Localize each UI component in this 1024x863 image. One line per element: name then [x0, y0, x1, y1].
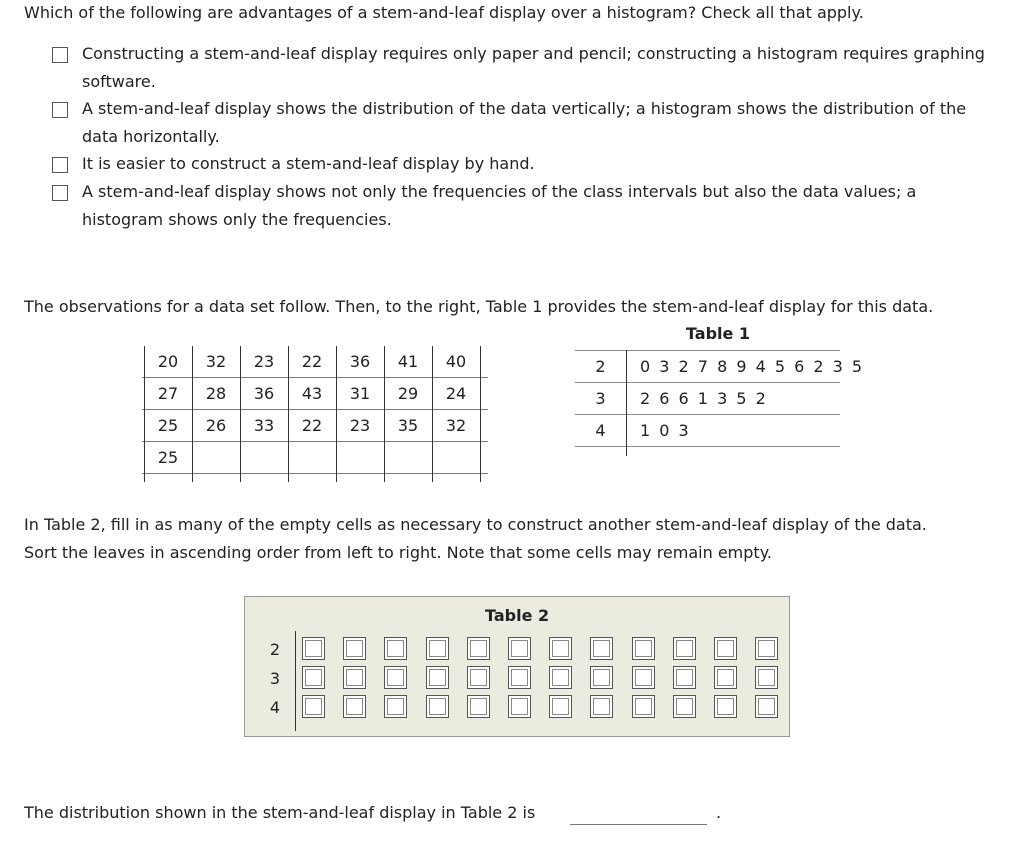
table-2 — [244, 596, 790, 737]
obs-cell: 23 — [253, 352, 275, 371]
leaf-input-box[interactable] — [549, 695, 572, 718]
final-question: The distribution shown in the stem-and-leaf display in Table 2 is — [24, 803, 536, 822]
table-1-leaves: 1 0 3 — [640, 421, 691, 440]
option-4-label: A stem-and-leaf display shows not only the frequencies of the class intervals but also the data values; a histogram shows only the frequencies. — [82, 182, 917, 229]
table-2-stem: 2 — [269, 640, 281, 659]
obs-cell: 28 — [205, 384, 227, 403]
leaf-input-box[interactable] — [426, 637, 449, 660]
leaf-input-box[interactable] — [426, 666, 449, 689]
leaf-input-box[interactable] — [632, 637, 655, 660]
leaf-input-box[interactable] — [426, 695, 449, 718]
question-text: Which of the following are advantages of a stem-and-leaf display over a histogram? Check all that apply. — [24, 3, 864, 22]
obs-cell: 33 — [253, 416, 275, 435]
leaf-input-box[interactable] — [714, 695, 737, 718]
leaf-input-box[interactable] — [384, 666, 407, 689]
obs-cell: 31 — [349, 384, 371, 403]
leaf-input-box[interactable] — [467, 695, 490, 718]
leaf-input-box[interactable] — [673, 695, 696, 718]
option-1[interactable] — [52, 40, 1002, 96]
table-2-stem: 4 — [269, 698, 281, 717]
leaf-input-box[interactable] — [714, 666, 737, 689]
table-1 — [575, 320, 865, 456]
table-1-stem: 2 — [595, 357, 606, 376]
leaf-input-box[interactable] — [590, 695, 613, 718]
option-3-label: It is easier to construct a stem-and-leaf display by hand. — [82, 154, 535, 173]
leaf-input-box[interactable] — [302, 695, 325, 718]
option-4[interactable] — [52, 178, 1002, 234]
obs-cell: 22 — [301, 352, 323, 371]
obs-cell: 20 — [157, 352, 179, 371]
table-2-title: Table 2 — [485, 606, 550, 625]
obs-cell: 40 — [445, 352, 467, 371]
obs-cell: 29 — [397, 384, 419, 403]
leaf-input-box[interactable] — [467, 666, 490, 689]
leaf-input-box[interactable] — [549, 637, 572, 660]
option-2-checkbox[interactable] — [52, 102, 68, 118]
distribution-answer-field[interactable] — [570, 824, 707, 825]
leaf-input-box[interactable] — [673, 637, 696, 660]
obs-cell: 35 — [397, 416, 419, 435]
leaf-input-box[interactable] — [755, 637, 778, 660]
obs-cell: 26 — [205, 416, 227, 435]
leaf-input-box[interactable] — [302, 666, 325, 689]
option-3-checkbox[interactable] — [52, 157, 68, 173]
observations-intro: The observations for a data set follow. Then, to the right, Table 1 provides the stem-and-leaf display for this data. — [24, 297, 934, 316]
leaf-input-box[interactable] — [673, 666, 696, 689]
table-1-leaves: 2 6 6 1 3 5 2 — [640, 389, 768, 408]
obs-cell: 43 — [301, 384, 323, 403]
leaf-input-box[interactable] — [755, 666, 778, 689]
obs-cell: 32 — [445, 416, 467, 435]
leaf-input-box[interactable] — [384, 637, 407, 660]
option-3[interactable] — [52, 150, 1002, 178]
obs-cell: 25 — [157, 416, 179, 435]
leaf-input-box[interactable] — [343, 637, 366, 660]
leaf-input-box[interactable] — [590, 666, 613, 689]
option-2[interactable] — [52, 95, 1002, 151]
table-2-stem: 3 — [269, 669, 281, 688]
table-1-leaves: 0 3 2 7 8 9 4 5 6 2 3 5 — [640, 357, 865, 376]
leaf-input-box[interactable] — [302, 637, 325, 660]
leaf-input-box[interactable] — [714, 637, 737, 660]
table-1-stem: 3 — [595, 389, 606, 408]
obs-cell: 41 — [397, 352, 419, 371]
leaf-input-box[interactable] — [632, 695, 655, 718]
leaf-input-box[interactable] — [508, 637, 531, 660]
instructions-line-2: Sort the leaves in ascending order from left to right. Note that some cells may remain empty. — [24, 543, 772, 562]
obs-cell: 25 — [157, 448, 179, 467]
final-period: . — [716, 803, 722, 822]
obs-cell: 22 — [301, 416, 323, 435]
table-1-title: Table 1 — [685, 324, 751, 343]
leaf-input-box[interactable] — [384, 695, 407, 718]
obs-cell: 36 — [253, 384, 275, 403]
option-2-label: A stem-and-leaf display shows the distribution of the data vertically; a histogram shows the distribution of the data horizontally. — [82, 99, 967, 146]
leaf-input-box[interactable] — [549, 666, 572, 689]
leaf-input-box[interactable] — [343, 666, 366, 689]
leaf-input-box[interactable] — [632, 666, 655, 689]
leaf-input-box[interactable] — [508, 695, 531, 718]
obs-cell: 24 — [445, 384, 467, 403]
obs-cell: 27 — [157, 384, 179, 403]
table-1-stem: 4 — [595, 421, 606, 440]
leaf-input-box[interactable] — [343, 695, 366, 718]
observations-table — [142, 346, 488, 482]
instructions-line-1: In Table 2, fill in as many of the empty cells as necessary to construct another stem-and-leaf display of the data. — [24, 515, 927, 534]
obs-cell: 36 — [349, 352, 371, 371]
obs-cell: 23 — [349, 416, 371, 435]
option-1-label: Constructing a stem-and-leaf display requires only paper and pencil; constructing a histogram requires graphing software. — [82, 44, 985, 91]
option-4-checkbox[interactable] — [52, 185, 68, 201]
obs-cell: 32 — [205, 352, 227, 371]
leaf-input-box[interactable] — [467, 637, 490, 660]
leaf-input-box[interactable] — [590, 637, 613, 660]
leaf-input-box[interactable] — [755, 695, 778, 718]
leaf-input-box[interactable] — [508, 666, 531, 689]
option-1-checkbox[interactable] — [52, 47, 68, 63]
